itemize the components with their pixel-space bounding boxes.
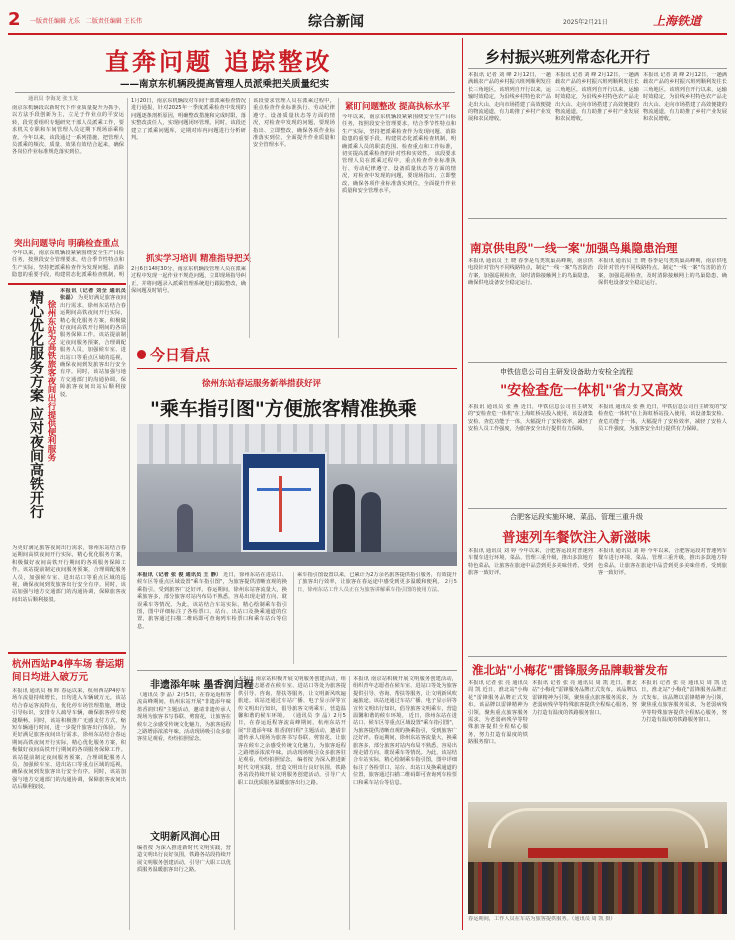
lead-sep-1: [127, 98, 128, 338]
feature-photo: [137, 424, 457, 566]
lead-body-e: 2月6日14时30分，南京东机辆段管理人员在派乘过程中发现一起作业不规范问题，立即现场指导纠正，并将问题录入派乘管理系统进行跟踪整改，确保问题及时销号。: [131, 266, 246, 295]
lead-byline: 通讯员 李海龙 张玉龙: [28, 96, 78, 102]
photo-floor: [137, 552, 457, 566]
feature-body-2: 乘车指引图设置以来，已累计为2万余名旅客提供指引服务，有效提升了旅客出行效率，让旅客在春运途中感受到更多温暖和便利。: [297, 572, 457, 586]
right-story5-text-b: 本报讯 记者 张 亮 通讯员 周 凯 近日，淮北站"小梅花"雷锋服务品牌正式发布。该品牌以雷锋精神为引领，聚焦重点旅客服务需求，为老弱病残孕等特殊旅客提供全程贴心服务，努力打造有温度的铁路服务窗口。: [532, 680, 637, 716]
lead-body-b2: 今年以来，南京东机辆段紧紧围绕安全生产目标任务，按照段安全管理要求，结合季节性特点和生产实际，坚持把派乘检查作为发现问题、消除隐患的重要手段，构建常态化派乘检查机制，明确派乘人员的职责范围、检查重点和工作标准，切实提高派乘检查的针对性和实效性。: [342, 114, 456, 158]
right-story1-text-c: 本报讯 记者 刘 峰 2月12日，一趟满载农产品的乡村振兴班列顺利发往长三角地区。该班列自开行以来，运输时效稳定，为沿线乡村特色农产品走出大山、走向市场搭建了高效便捷的物流通道，有力助推了乡村产业发展和农民增收。: [643, 72, 727, 123]
right-photo-banner: [528, 848, 668, 858]
lead-body-c2: 该段要求管理人员在派乘过程中，重点检查作业标准执行、劳动纪律遵守、设备质量状态等方面的情况，对检查中发现的问题，要现场指出、立即整改，确保各项作业标准落实到位，全面提升作业质量和安全管理水平。: [342, 151, 456, 195]
right-photo: [468, 802, 727, 914]
right-story1-col1: [468, 72, 551, 214]
right-story5-title: 淮北站"小梅花"雷锋服务品牌载誉发布: [472, 663, 668, 677]
lower-center-rule: [137, 670, 457, 671]
right-story2-text: 本报讯 通讯员 王 晓 春季是鸟类筑巢高峰期，南京供电段针对管内不同线路特点，制定"一线一案"鸟害防治方案，加强巡视检查，及时清除接触网上的鸟巢隐患，确保供电设备安全稳定运行。: [468, 258, 593, 287]
right-story2-col1: [468, 258, 593, 358]
lead-subhead-3: 抓实学习培训 精准指导把关: [146, 254, 251, 264]
lower-story1-text-b: （通讯员 李 晶）2月5日，在春运返程客流高峰期间，杭州东站开展"非遗添年味 墨香润归程"主题活动，邀请非遗传承人现场为旅客书写春联、剪窗花，让旅客在候车之余感受传统文化魅力，为旅客返程之路增添浓浓年味。活动现场吸引众多旅客驻足观看，纷纷拍照留念。: [238, 713, 346, 764]
right-story4-col1: [468, 548, 593, 652]
right-story1-col3: [643, 72, 727, 214]
lower-story1-body: [137, 692, 231, 822]
page-header: [8, 10, 727, 32]
right-story3-col2: [598, 404, 727, 504]
lead-body-col3: [253, 98, 335, 243]
lead-subhead-2: 紧盯问题整改 提高执标水平: [345, 102, 450, 112]
left-story-byline: 本报讯（记者 刘全 通讯员 张磊）: [60, 288, 126, 302]
lower-story1-title: 非遗添年味 墨香润归程: [150, 680, 254, 691]
header-rule: [8, 33, 727, 35]
lower-col2: [238, 676, 346, 930]
left-story-text2: 为更好满足旅客夜间出行需求，徐州东站结合春运期间高铁夜间开行实际，精心优化服务方案，积极做好夜间高铁开行期间的各项服务保障工作。该站提前制定夜间服务预案，合理调配服务人员，加强候车室、进出站口等重点区域的巡视，确保夜间到发旅客出行安全有序。同时，该站加强与地方交通部门的沟通协调，保障旅客夜间出站后顺利接驳。: [12, 545, 126, 603]
lead-body-col1b: [12, 250, 124, 278]
lower-story2-text-b: 编者按 为深入推进新时代文明实践，营造文明出行良好氛围，铁路各站段持续开展文明服务创建活动，引导广大职工以优质服务温暖旅客出行之路。: [238, 757, 346, 786]
left-story2-rule: [8, 652, 126, 654]
right-photo-caption: [468, 916, 727, 934]
right-story1-title: 乡村振兴班列常态化开行: [485, 48, 651, 66]
lead-body-d: 该段要求管理人员在派乘过程中，重点检查作业标准执行、劳动纪律遵守、设备质量状态等方面的情况，对检查中发现的问题，要现场指出、立即整改，确保各项作业标准落实到位，全面提升作业质量和安全管理水平。: [253, 98, 335, 149]
right-story5-col3: [641, 680, 727, 798]
lower-col3: [353, 676, 457, 930]
lower-story2-text: 编者按 为深入推进新时代文明实践，营造文明出行良好氛围，铁路各站段持续开展文明服务创建活动，引导广大职工以优质服务温暖旅客出行之路。: [137, 845, 231, 874]
lead-body-col2: [131, 98, 246, 248]
right-photo-arch: [488, 808, 708, 848]
feature-col2: [297, 572, 457, 664]
left-story2-text: 本报讯 通讯员 杨 晖 春运以来，杭州西站P4停车场车流量持续增长，日均进入车辆破万元。该站结合春运客流特点，优化停车场管理措施，增设引导标识，安排专人疏导车辆，确保旅客停车便捷顺畅。同时，该站积极推广无感支付方式，缩短车辆通行时间，进一步提升旅客出行体验。: [12, 688, 126, 732]
feature-kicker: 今日看点: [150, 346, 211, 364]
right-story4-title: 普速列车餐饮注入新滋味: [502, 530, 651, 546]
feature-sep: [293, 572, 294, 664]
right-photo-crowd: [468, 862, 727, 914]
lead-subtitle: ——南京东机辆段提高管理人员派乘把关质量纪实: [120, 79, 330, 90]
lower-sep-1: [234, 676, 235, 930]
right-story2-rule: [468, 218, 727, 219]
left-col-sep: [129, 285, 130, 930]
feature-headline: "乘车指引图"方便旅客精准换乘: [150, 398, 417, 420]
left-story-rule: [8, 283, 126, 285]
right-story5-col1: [468, 680, 528, 798]
feature-photo-caption: 2月5日，徐州东站工作人员正在为旅客讲解乘车指引图的使用方法。: [297, 579, 457, 593]
left-story-text: 为更好满足旅客夜间出行需求，徐州东站结合春运期间高铁夜间开行实际，精心优化服务方案，积极做好夜间高铁开行期间的各项服务保障工作。该站提前制定夜间服务预案，合理调配服务人员，加强候车室、进出站口等重点区域的巡视，确保夜间到发旅客出行安全有序。同时，该站加强与地方交通部门的沟通协调，保障旅客夜间出站后顺利接驳。: [60, 295, 126, 398]
left-vertical-title: 精心优化服务方案 应对夜间高铁开行: [28, 290, 44, 519]
left-story-body2: [12, 545, 126, 640]
page-number: 2: [8, 9, 21, 30]
right-col-sep: [462, 38, 463, 930]
right-story1-text: 本报讯 记者 刘 峰 2月12日，一趟满载农产品的乡村振兴班列顺利发往长三角地区。该班列自开行以来，运输时效稳定，为沿线乡村特色农产品走出大山、走向市场搭建了高效便捷的物流通道，有力助推了乡村产业发展和农民增收。: [468, 72, 551, 123]
lead-sep-2: [249, 98, 250, 338]
lower-story3-text-b: 本报讯 南京站积极开展文明服务创建活动，组织青年志愿者在候车室、进站口等处为旅客提供引导、咨询、帮扶等服务，让文明新风吹遍旅途。该站还通过车站广播、电子显示屏等宣传文明出行知识，倡导旅客文明乘车，营造温馨和谐的候车环境。: [353, 676, 457, 720]
right-story4-rule: [468, 508, 727, 509]
right-story5-col2: [532, 680, 637, 798]
issue-date: 2025年2月21日: [563, 19, 608, 26]
right-story1-rule: [468, 68, 727, 69]
feature-col1: [137, 572, 287, 664]
lead-body-col1: [12, 105, 124, 233]
right-story2-col2: [598, 258, 727, 358]
right-story5-text-c: 本报讯 记者 张 亮 通讯员 周 凯 近日，淮北站"小梅花"雷锋服务品牌正式发布。该品牌以雷锋精神为引领，聚焦重点旅客服务需求，为老弱病残孕等特殊旅客提供全程贴心服务，努力打造有温度的铁路服务窗口。: [641, 680, 727, 724]
left-story2-body: [12, 688, 126, 930]
right-story4-col2: [598, 548, 727, 652]
left-story2-text-more: 为更好满足旅客夜间出行需求，徐州东站结合春运期间高铁夜间开行实际，精心优化服务方案，积极做好夜间高铁开行期间的各项服务保障工作。该站提前制定夜间服务预案，合理调配服务人员，加强候车室、进出站口等重点区域的巡视，确保夜间到发旅客出行安全有序。同时，该站加强与地方交通部门的沟通协调，保障旅客夜间出站后顺利接驳。: [12, 725, 126, 791]
right-story1-col2: [555, 72, 639, 214]
photo-map-line: [257, 488, 311, 491]
photo-sign-map: [249, 468, 319, 542]
right-story3-text: 本报讯 通讯员 张 燕 近日，申铁信息公司自主研发的"安检查危一体机"在上海虹桥站投入使用，该设备集安检、查危功能于一体，大幅提升了安检效率，减轻了安检人员工作强度，为旅客安全出行提供有力保障。: [468, 404, 593, 433]
right-story3-rule: [468, 362, 727, 363]
right-story4-text-b: 本报讯 通讯员 刘 婷 今年以来，合肥客运段对普速列车餐车进行环境、菜品、管理三重升级，推出多款地方特色菜品，让旅客在旅途中品尝到更多美味佳肴，受到旅客一致好评。: [598, 548, 727, 577]
lead-body-a: 南京东机辆段以新时代下作业质量提升为抓手，以方法手段创新为主，立足于作业点的平安运转，段党委组织专题研究干部人员派乘工作，要求机关专职和车间管理人员定期下现场添乘检查。今年以来，该段通过一系列措施，把管理人员派乘的频次、质量、效果有效结合起来，确保各岗位作业标准规范落实到位。: [12, 105, 124, 156]
lower-story3-text: 本报讯 南京站积极开展文明服务创建活动，组织青年志愿者在候车室、进站口等处为旅客提供引导、咨询、帮扶等服务，让文明新风吹遍旅途。该站还通过车站广播、电子显示屏等宣传文明出行知识，倡导旅客文明乘车，营造温馨和谐的候车环境。: [238, 676, 346, 720]
right-story2-text-b: 本报讯 通讯员 王 晓 春季是鸟类筑巢高峰期，南京供电段针对管内不同线路特点，制定"一线一案"鸟害防治方案，加强巡视检查，及时清除接触网上的鸟巢隐患，确保供电设备安全稳定运行。: [598, 258, 727, 287]
feature-rule: [137, 368, 457, 369]
feature-body: 近日，徐州东站在进站口、候车区等重点区域设置"乘车指引图"，为旅客提供清晰直观的换乘指引，受到旅客广泛好评。春运期间，徐州东站客流量大，换乘旅客多，部分旅客对站内布局不熟悉，容易出现走错方向、耽误乘车等情况。为此，该站结合车站实际，精心绘制乘车指引图，图中详细标注了各检票口、站台、出站口及换乘通道的位置，旅客通过扫描二维码即可查询列车检票口和乘车站台等信息。: [137, 572, 287, 630]
right-story4-kicker: 合肥客运段实施环境、菜品、管理三重升级: [510, 513, 643, 521]
photo-map-line2: [279, 476, 282, 532]
right-story5-rule: [468, 656, 727, 657]
photo-sign-board: [241, 452, 327, 552]
lead-body-col2b: [131, 266, 246, 326]
left-vertical-sub: 徐州东站为高铁旅客夜间出行提供便利服务: [46, 300, 56, 462]
lead-body-c: 1月20日，南京东机辆段对车间干部派乘检查情况进行通报，针对2025年一季度派乘检查中发现的问题逐条剖析原因，明确整改措施和完成时限，落实整改责任人，实现问题闭环管理。同时，该段还建立了派乘问题库，定期对库内问题进行分析研判。: [131, 98, 246, 142]
left-story2-title-text: 杭州西站P4停车场 春运期间日均进入破万元: [12, 659, 124, 683]
right-story3-col1: [468, 404, 593, 504]
lead-body-col4: [342, 114, 456, 334]
right-story4-text: 本报讯 通讯员 刘 婷 今年以来，合肥客运段对普速列车餐车进行环境、菜品、管理三重升级，推出多款地方特色菜品，让旅客在旅途中品尝到更多美味佳肴，受到旅客一致好评。: [468, 548, 593, 577]
feature-byline: 本报讯（记者 张 俊 通讯员 王 静）: [137, 572, 222, 578]
lower-story1-text: （通讯员 李 晶）2月5日，在春运返程客流高峰期间，杭州东站开展"非遗添年味 墨香润归程"主题活动，邀请非遗传承人现场为旅客书写春联、剪窗花，让旅客在候车之余感受传统文化魅力，为旅客返程之路增添浓浓年味。活动现场吸引众多旅客驻足观看，纷纷拍照留念。: [137, 692, 231, 743]
masthead-logo: 上海铁道: [653, 14, 702, 28]
lead-rule: [15, 92, 455, 93]
editors-line: 一版责任编辑 尤乐 二版责任编辑 王长伟: [30, 18, 142, 25]
right-story1-text-b: 本报讯 记者 刘 峰 2月12日，一趟满载农产品的乡村振兴班列顺利发往长三角地区。该班列自开行以来，运输时效稳定，为沿线乡村特色农产品走出大山、走向市场搭建了高效便捷的物流通道，有力助推了乡村产业发展和农民增收。: [555, 72, 639, 123]
lead-title: 直奔问题 追踪整改: [105, 48, 333, 76]
right-story3-title: "安检查危一体机"省力又高效: [500, 383, 683, 399]
right-story3-text-b: 本报讯 通讯员 张 燕 近日，申铁信息公司自主研发的"安检查危一体机"在上海虹桥站投入使用，该设备集安检、查危功能于一体，大幅提升了安检效率，减轻了安检人员工作强度，为旅客安全出行提供有力保障。: [598, 404, 727, 433]
lower-story2-body: [137, 845, 231, 930]
right-story2-title: 南京供电段"一线一案"加强鸟巢隐患治理: [470, 241, 678, 255]
lower-sep-2: [349, 676, 350, 930]
right-story5-text: 本报讯 记者 张 亮 通讯员 周 凯 近日，淮北站"小梅花"雷锋服务品牌正式发布。该品牌以雷锋精神为引领，聚焦重点旅客服务需求，为老弱病残孕等特殊旅客提供全程贴心服务，努力打造有温度的铁路服务窗口。: [468, 680, 528, 746]
lower-story2-title: 文明新风润心田: [150, 832, 220, 843]
lead-subhead-1: 突出问题导向 明确检查重点: [14, 239, 119, 249]
feature-deck: 徐州东站春运服务新举措获好评: [202, 379, 322, 389]
feature-body-3: 近日，徐州东站在进站口、候车区等重点区域设置"乘车指引图"，为旅客提供清晰直观的换乘指引，受到旅客广泛好评。春运期间，徐州东站客流量大，换乘旅客多，部分旅客对站内布局不熟悉，容易出现走错方向、耽误乘车等情况。为此，该站结合车站实际，精心绘制乘车指引图，图中详细标注了各检票口、站台、出站口及换乘通道的位置，旅客通过扫描二维码即可查询列车检票口和乘车站台等信息。: [353, 713, 457, 786]
lead-sep-3: [338, 98, 339, 338]
feature-kicker-box: [137, 344, 457, 366]
bullet-icon: [137, 350, 146, 359]
right-photo-caption-text: 春运期间，工作人员在车站为旅客提供服务。（通讯员 周 凯 摄）: [468, 916, 616, 922]
section-label: 综合新闻: [308, 14, 364, 30]
right-story3-kicker: 申铁信息公司自主研发设备助力安检全流程: [500, 368, 633, 376]
lead-body-b: 今年以来，南京东机辆段紧紧围绕安全生产目标任务，按照段安全管理要求，结合季节性特点和生产实际，坚持把派乘检查作为发现问题、消除隐患的重要手段，构建常态化派乘检查机制，明: [12, 250, 124, 278]
left-story2-title: [12, 658, 126, 684]
